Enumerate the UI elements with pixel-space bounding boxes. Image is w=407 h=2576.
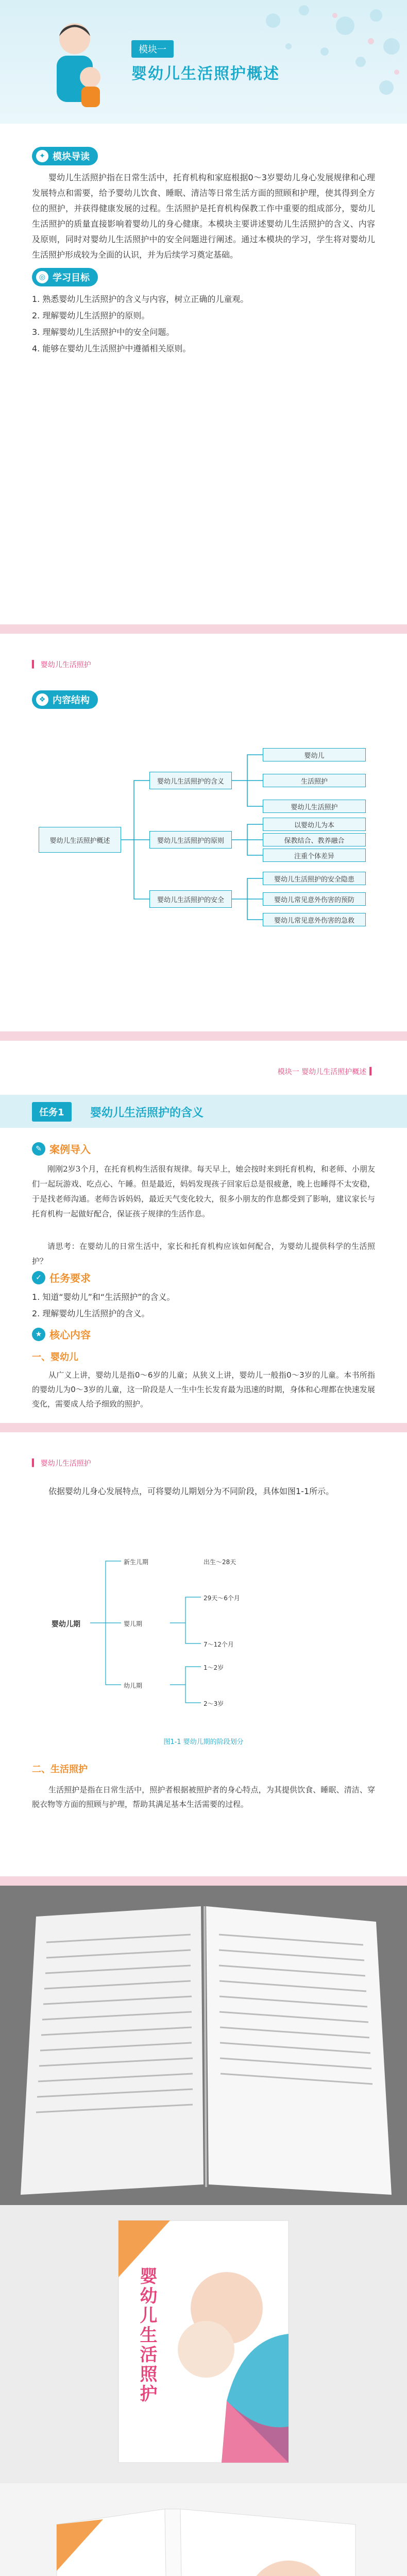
- module-title: 婴幼儿生活照护概述: [131, 65, 280, 83]
- book-icon: ✦: [36, 150, 48, 162]
- intro-paragraph: 婴幼儿生活照护指在日常生活中，托育机构和家庭根据0～3岁婴幼儿身心发展规律和心理发展特点和需要，给予婴幼儿饮食、睡眠、清洁等日常生活方面的照顾和护理，使其得到全方位的照护，并获得健康发展的过程。生活照护是托育机构保教工作中重要的组成部分，婴幼儿生活照护的质量直接影响着婴幼儿的身心健康。本模块主要讲述婴幼儿生活照护的含义、内容及原则，同时对婴幼儿生活照护中的安全问题进行阐述。通过本模块的学习，学生将对婴幼儿生活照护形成较为全面的认识，并为后续学习奠定基础。: [32, 173, 375, 260]
- mindmap-branch: 婴幼儿生活照护的原则: [149, 831, 232, 849]
- open-book-photo: [0, 1886, 407, 2205]
- task-badge: 任务1: [32, 1102, 72, 1122]
- tree-leaf: 1～2岁: [204, 1664, 224, 1671]
- mindmap-leaf: 婴幼儿: [263, 748, 366, 761]
- checklist-icon: ✓: [32, 1271, 45, 1284]
- running-head: 模块一 婴幼儿生活照护概述 ▍: [277, 1067, 375, 1076]
- goal-item: 1. 熟悉婴幼儿生活照护的含义与内容，树立正确的儿童观。: [32, 294, 249, 304]
- goals-list: [32, 291, 375, 357]
- mindmap-leaf: 生活照护: [263, 774, 366, 787]
- mindmap-branch: 婴幼儿生活照护的安全: [149, 890, 232, 908]
- tree-leaf: 29天～6个月: [204, 1595, 240, 1602]
- module-opener-page: [0, 0, 407, 634]
- back-cover-image: [0, 2483, 407, 2576]
- figure-caption: 图1-1 婴幼儿期的阶段划分: [163, 1738, 244, 1746]
- structure-heading: 内容结构: [53, 695, 90, 706]
- intro-heading: 模块导读: [53, 151, 90, 162]
- runhead-mark-icon: ▍: [32, 660, 38, 669]
- core-heading-row: [32, 1327, 91, 1342]
- tree-leaf: 7～12个月: [204, 1641, 234, 1648]
- goals-heading: 学习目标: [53, 273, 90, 283]
- runhead-mark-icon: ▍: [32, 1459, 38, 1467]
- intro-heading-pill: [32, 147, 98, 165]
- module-tag: 模块一: [131, 40, 174, 58]
- task-list: [32, 1289, 175, 1322]
- tree-icon: ❖: [36, 693, 48, 706]
- mindmap-leaf: 婴幼儿生活照护的安全隐患: [263, 872, 366, 885]
- core-heading: 核心内容: [49, 1329, 91, 1341]
- goals-heading-pill: [32, 268, 98, 286]
- mindmap-leaf: 婴幼儿常见意外伤害的预防: [263, 892, 366, 906]
- tree-mid-node: 婴儿期: [124, 1620, 143, 1628]
- back-cover-photo: [0, 2483, 407, 2576]
- target-icon: ◎: [36, 271, 48, 283]
- tree-connectors: [0, 1432, 407, 1886]
- bulb-icon: ★: [32, 1328, 45, 1341]
- goal-item: 4. 能够在婴幼儿生活照护中遵循相关原则。: [32, 344, 191, 353]
- front-cover-photo: [0, 2205, 407, 2483]
- mindmap-root: 婴幼儿生活照护概述: [39, 827, 121, 853]
- cover-image: [0, 2205, 407, 2483]
- running-head: ▍ 婴幼儿生活照护: [32, 660, 91, 669]
- subsection-paragraph: 从广义上讲，婴幼儿是指0～6岁的儿童；从狭义上讲，婴幼儿一般指0～3岁的儿童。本书所指的婴幼儿为0～3岁的儿童，这一阶段是人一生中生长发育最为迅速的时期，身体和心理都在快速发展变化，需要成人给予细致的照护。: [32, 1370, 375, 1409]
- case-heading: 案例导入: [49, 1143, 91, 1156]
- cover-title: 婴幼儿生活照护: [137, 2267, 157, 2404]
- stage-tree-page: [0, 1432, 407, 1886]
- tree-leaf: 出生～28天: [204, 1558, 236, 1566]
- goal-item: 3. 理解婴幼儿生活照护中的安全问题。: [32, 327, 175, 337]
- content-structure-page: [0, 634, 407, 1041]
- runhead-mark-icon: ▍: [369, 1067, 375, 1076]
- tree-leaf: 2～3岁: [204, 1700, 224, 1707]
- teacher-child-illustration: [36, 15, 113, 113]
- running-head: ▍ 婴幼儿生活照护: [32, 1459, 91, 1468]
- mindmap-leaf: 保教结合、教养融合: [263, 833, 366, 846]
- task-title: 婴幼儿生活照护的含义: [90, 1107, 204, 1120]
- subsection-heading: 二、生活照护: [32, 1764, 88, 1775]
- task-page: [0, 1041, 407, 1432]
- tasks-heading-row: [32, 1270, 91, 1285]
- subsection-heading: 一、婴幼儿: [32, 1352, 78, 1363]
- task-item: 1. 知道“婴幼儿”和“生活照护”的含义。: [32, 1292, 175, 1302]
- tree-mid-node: 幼儿期: [124, 1682, 143, 1689]
- mindmap-leaf: 婴幼儿常见意外伤害的急救: [263, 913, 366, 926]
- module-hero: [0, 0, 407, 124]
- mindmap-leaf: 婴幼儿生活照护: [263, 800, 366, 813]
- subsection-paragraph: 生活照护是指在日常生活中，照护者根据被照护者的身心特点，为其提供饮食、睡眠、清洁、穿脱衣物等方面的照顾与护理，帮助其满足基本生活需要的过程。: [32, 1785, 375, 1809]
- mindmap-leaf: 注重个体差异: [263, 849, 366, 862]
- tree-mid-node: 新生儿期: [124, 1558, 149, 1566]
- case-heading-row: [32, 1141, 91, 1156]
- case-paragraph: 刚刚2岁3个月，在托育机构生活很有规律。每天早上，她会按时来到托育机构，和老师、小朋友们一起玩游戏、吃点心、午睡。但是最近，妈妈发现孩子回家后总是很疲惫，晚上也睡得不太安稳，于是找老师沟通。老师告诉妈妈，最近天气变化较大，很多小朋友的作息都受到了影响，建议家长与托育机构一起做好配合，保证孩子规律的生活作息。: [32, 1164, 375, 1218]
- case-question: 请思考：在婴幼儿的日常生活中，家长和托育机构应该如何配合，为婴幼儿提供科学的生活照护？: [32, 1242, 375, 1266]
- mindmap-branch: 婴幼儿生活照护的含义: [149, 772, 232, 789]
- goal-item: 2. 理解婴幼儿生活照护的原则。: [32, 311, 150, 320]
- task-item: 2. 理解婴幼儿生活照护的含义。: [32, 1309, 150, 1318]
- open-book-image: [0, 1886, 407, 2205]
- mindmap-leaf: 以婴幼儿为本: [263, 818, 366, 831]
- task-title-bar: [0, 1095, 407, 1128]
- tree-intro: 依据婴幼儿身心发展特点，可将婴幼儿期划分为不同阶段，具体如图1-1所示。: [48, 1486, 334, 1496]
- tree-root: 婴幼儿期: [52, 1620, 80, 1629]
- tasks-heading: 任务要求: [49, 1272, 91, 1284]
- case-icon: ✎: [32, 1142, 45, 1156]
